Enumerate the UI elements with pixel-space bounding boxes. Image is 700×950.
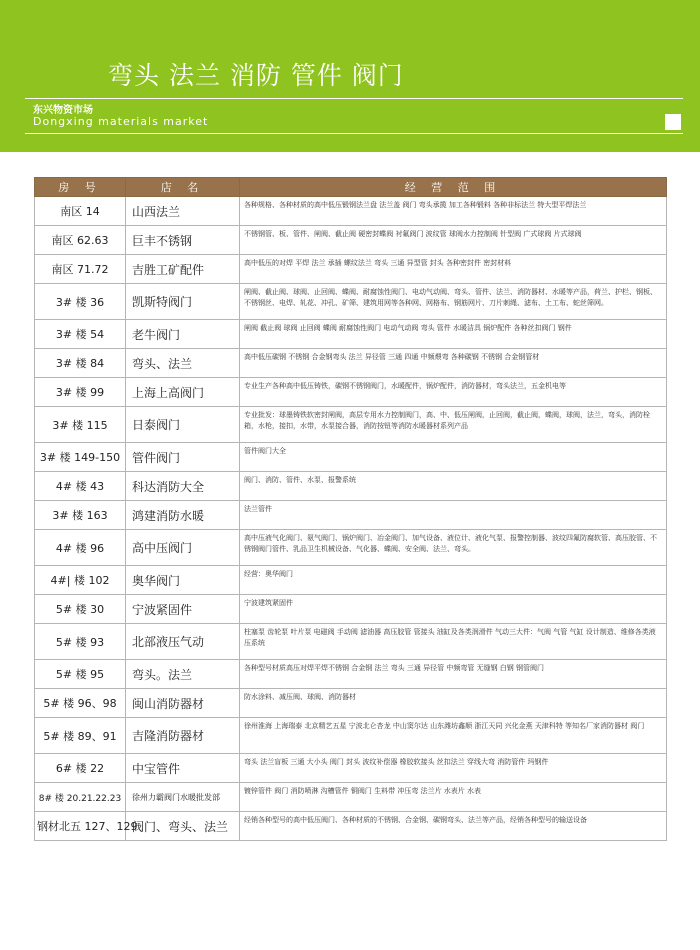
store-name-cell: 管件阀门 xyxy=(126,443,240,472)
business-range-cell: 高中低压的对焊 平焊 法兰 承插 螺纹法兰 弯头 三通 异型管 封头 各种密封件 密封材料 xyxy=(240,255,667,284)
business-range-cell: 管件阀门大全 xyxy=(240,443,667,472)
column-header-room: 房 号 xyxy=(35,178,126,197)
business-range-cell: 镀锌管件 阀门 消防喷淋 沟槽管件 铜阀门 生料带 冲压弯 法兰片 水表片 水表 xyxy=(240,783,667,812)
business-range-cell: 柱塞泵 齿轮泵 叶片泵 电磁阀 手动阀 滤油器 高压胶管 管接头 油缸及各类润滑件 气动三大件：气阀 气管 气缸 设计制造、维修各类液压系统 xyxy=(240,624,667,660)
room-number-cell: 南区 14 xyxy=(35,197,126,226)
store-name-cell: 吉隆消防器材 xyxy=(126,718,240,754)
table-row xyxy=(35,255,667,284)
table-row xyxy=(35,530,667,566)
store-name-cell: 鸿建消防水暖 xyxy=(126,501,240,530)
business-range-cell: 高中低压碳钢 不锈钢 合金钢弯头 法兰 异径管 三通 四通 中频煨弯 各种碳钢 不锈钢 合金钢管材 xyxy=(240,349,667,378)
room-number-cell: 钢材北五 127、129 xyxy=(35,812,126,841)
room-number-cell: 3# 楼 54 xyxy=(35,320,126,349)
table-row xyxy=(35,320,667,349)
store-name-cell: 日泰阀门 xyxy=(126,407,240,443)
business-range-cell: 高中压液气化阀门、氨气阀门、锅炉阀门、冶金阀门、加气设备、液位计、液化气泵、报警控制器、波纹四氟防腐软管、高压胶管、不锈钢阀门管件、乳品卫生机械设备、气化器、蝶阀、安全阀、法兰、弯头。 xyxy=(240,530,667,566)
store-name-cell: 凯斯特阀门 xyxy=(126,284,240,320)
business-range-cell: 闸阀 截止阀 球阀 止回阀 蝶阀 耐腐蚀性阀门 电动气动阀 弯头 管件 水暖洁具 锅炉配件 各种丝扣阀门 钢件 xyxy=(240,320,667,349)
table-row xyxy=(35,407,667,443)
market-name-bar xyxy=(25,98,683,134)
business-range-cell: 徐州淮海 上海瑞泰 北京精艺五星 宁波北仑杏龙 中山窦尔达 山东潍坊鑫顺 浙江天同 兴化金燕 天津科特 等知名厂家消防器材 阀门 xyxy=(240,718,667,754)
table-row xyxy=(35,501,667,530)
store-name-cell: 奥华阀门 xyxy=(126,566,240,595)
room-number-cell: 5# 楼 89、91 xyxy=(35,718,126,754)
business-range-cell: 闸阀、截止阀、球阀、止回阀、蝶阀、耐腐蚀性阀门、电动气动阀、弯头、管件、法兰、消防器材、水暖等产品，荷兰、护栏、钢板、不锈钢丝、电焊、轧花、冲孔、矿筛、建筑用网等各种网、网格布、钢筋网片、刀片刺绳、滤布、土工布、蛇丝筛网。 xyxy=(240,284,667,320)
column-header-store: 店 名 xyxy=(126,178,240,197)
business-range-cell: 专业批发：球墨铸铁软密封闸阀，高层专用水力控制阀门，高、中、低压闸阀，止回阀，截止阀，蝶阀，球阀，法兰，弯头，消防栓箱，水枪，接扣，水带，水泵接合器，消防按钮等消防水暖器材系列产品 xyxy=(240,407,667,443)
store-name-cell: 中宝管件 xyxy=(126,754,240,783)
room-number-cell: 3# 楼 36 xyxy=(35,284,126,320)
room-number-cell: 4# 楼 43 xyxy=(35,472,126,501)
table-row xyxy=(35,718,667,754)
business-range-cell: 各种型号材质高压对焊平焊不锈钢 合金钢 法兰 弯头 三通 异径管 中频弯管 无缝钢 白钢 钢管阀门 xyxy=(240,660,667,689)
store-name-cell: 北部液压气动 xyxy=(126,624,240,660)
table-row xyxy=(35,624,667,660)
table-row xyxy=(35,197,667,226)
room-number-cell: 4#| 楼 102 xyxy=(35,566,126,595)
table-row xyxy=(35,443,667,472)
business-range-cell: 弯头 法兰盲板 三通 大小头 阀门 封头 波纹补偿器 橡胶软接头 丝扣法兰 穿线大弯 消防管件 玛钢件 xyxy=(240,754,667,783)
page-title: 弯头 法兰 消防 管件 阀门 xyxy=(108,61,404,90)
table-row xyxy=(35,472,667,501)
table-row xyxy=(35,660,667,689)
market-name-chinese: 东兴物资市场 xyxy=(33,105,93,116)
room-number-cell: 3# 楼 115 xyxy=(35,407,126,443)
business-range-cell: 各种规格、各种材质的高中低压锻钢法兰盘 法兰盖 阀门 弯头承揽 加工各种锻料 各种非标法兰 特大型平焊法兰 xyxy=(240,197,667,226)
table-row xyxy=(35,226,667,255)
room-number-cell: 5# 楼 93 xyxy=(35,624,126,660)
business-range-cell: 阀门、消防、管件、水泵、报警系统 xyxy=(240,472,667,501)
table-row xyxy=(35,378,667,407)
business-range-cell: 经销各种型号的高中低压阀门、各种材质的不锈钢、合金钢、碳钢弯头、法兰等产品，经销各种型号的输送设备 xyxy=(240,812,667,841)
room-number-cell: 4# 楼 96 xyxy=(35,530,126,566)
room-number-cell: 5# 楼 96、98 xyxy=(35,689,126,718)
store-name-cell: 弯头。法兰 xyxy=(126,660,240,689)
store-name-cell: 闽山消防器材 xyxy=(126,689,240,718)
room-number-cell: 3# 楼 84 xyxy=(35,349,126,378)
store-directory-table xyxy=(34,177,667,841)
table-row xyxy=(35,689,667,718)
room-number-cell: 南区 62.63 xyxy=(35,226,126,255)
store-name-cell: 科达消防大全 xyxy=(126,472,240,501)
store-name-cell: 徐州力霸阀门水暖批发部 xyxy=(126,783,240,812)
business-range-cell: 不锈钢管、板、管件、闸阀、截止阀 硬密封蝶阀 衬氟阀门 波纹管 球阀水力控制阀 针型阀 广式球阀 片式球阀 xyxy=(240,226,667,255)
business-range-cell: 防水涂料、减压阀、球阀、消防器材 xyxy=(240,689,667,718)
store-name-cell: 吉胜工矿配件 xyxy=(126,255,240,284)
table-row xyxy=(35,754,667,783)
store-name-cell: 高中压阀门 xyxy=(126,530,240,566)
business-range-cell: 宁波建筑紧固件 xyxy=(240,595,667,624)
column-header-range: 经 营 范 围 xyxy=(240,178,667,197)
business-range-cell: 经营：奥华阀门 xyxy=(240,566,667,595)
table-row xyxy=(35,812,667,841)
room-number-cell: 5# 楼 95 xyxy=(35,660,126,689)
business-range-cell: 法兰管件 xyxy=(240,501,667,530)
table-row xyxy=(35,566,667,595)
store-name-cell: 上海上高阀门 xyxy=(126,378,240,407)
room-number-cell: 南区 71.72 xyxy=(35,255,126,284)
decorative-square xyxy=(665,114,681,130)
table-header-row xyxy=(35,178,667,197)
header-banner xyxy=(0,0,700,152)
room-number-cell: 8# 楼 20.21.22.23 xyxy=(35,783,126,812)
store-name-cell: 宁波紧固件 xyxy=(126,595,240,624)
table-row xyxy=(35,284,667,320)
store-name-cell: 弯头、法兰 xyxy=(126,349,240,378)
store-name-cell: 老牛阀门 xyxy=(126,320,240,349)
table-row xyxy=(35,349,667,378)
room-number-cell: 3# 楼 149-150 xyxy=(35,443,126,472)
room-number-cell: 5# 楼 30 xyxy=(35,595,126,624)
table-row xyxy=(35,595,667,624)
room-number-cell: 3# 楼 163 xyxy=(35,501,126,530)
store-name-cell: 山西法兰 xyxy=(126,197,240,226)
market-name-english: Dongxing materials market xyxy=(33,115,209,128)
room-number-cell: 3# 楼 99 xyxy=(35,378,126,407)
table-row xyxy=(35,783,667,812)
store-name-cell: 阀门、弯头、法兰 xyxy=(126,812,240,841)
business-range-cell: 专业生产各种高中低压铸铁，碳钢不锈钢阀门，水暖配件，锅炉配件，消防器材，弯头法兰，五金机电等 xyxy=(240,378,667,407)
store-name-cell: 巨丰不锈钢 xyxy=(126,226,240,255)
room-number-cell: 6# 楼 22 xyxy=(35,754,126,783)
